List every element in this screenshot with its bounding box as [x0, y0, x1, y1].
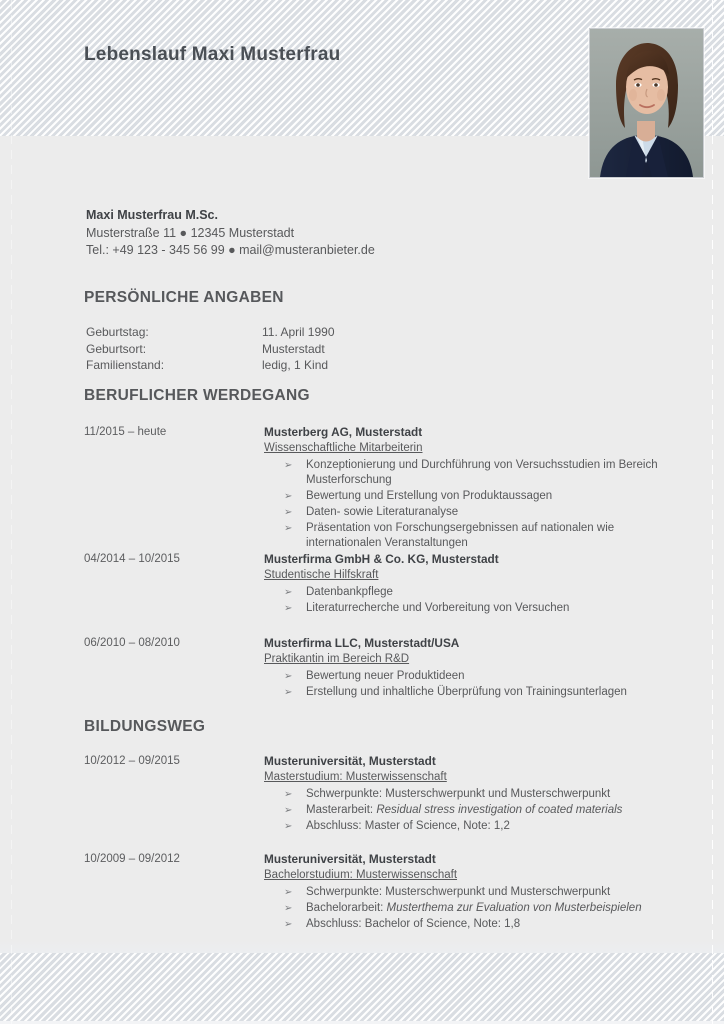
- education-entry: [84, 851, 674, 933]
- bullet-arrow-icon: ➢: [284, 887, 293, 898]
- career-entry: [84, 424, 674, 552]
- entry-detail: [264, 424, 674, 552]
- bullet-arrow-icon: ➢: [284, 805, 293, 816]
- list-item: [284, 505, 674, 520]
- entry-detail: [264, 635, 674, 701]
- list-item: [284, 585, 674, 600]
- entry-role: Wissenschaftliche Mitarbeiterin: [264, 442, 423, 454]
- bullet-text: Schwerpunkte: Musterschwerpunkt und Musterschwerpunkt: [306, 788, 611, 800]
- section-heading-career: BERUFLICHER WERDEGANG: [84, 387, 310, 404]
- bullet-arrow-icon: ➢: [284, 687, 293, 698]
- bullet-arrow-icon: ➢: [284, 460, 293, 471]
- list-item: [284, 917, 674, 932]
- list-item: [284, 803, 674, 818]
- footer-texture-band: [0, 953, 724, 1021]
- career-entry: [84, 551, 674, 617]
- entry-bullet-list: [264, 458, 674, 551]
- bullet-arrow-icon: ➢: [284, 789, 293, 800]
- bullet-text: Literaturrecherche und Vorbereitung von Versuchen: [306, 602, 570, 614]
- entry-date: 10/2012 – 09/2015: [84, 755, 180, 767]
- bullet-text: Erstellung und inhaltliche Überprüfung von Trainingsunterlagen: [306, 686, 627, 698]
- personal-label: Geburtsort:: [86, 341, 147, 356]
- list-item: [284, 787, 674, 802]
- right-edge-rule: [712, 0, 713, 1024]
- bullet-text: Konzeptionierung und Durchführung von Versuchsstudien im Bereich Musterforschung: [306, 459, 658, 486]
- bullet-arrow-icon: ➢: [284, 603, 293, 614]
- personal-value: Musterstadt: [262, 341, 325, 356]
- bullet-text: Bewertung und Erstellung von Produktaussagen: [306, 490, 553, 502]
- bullet-text: Präsentation von Forschungsergebnissen auf nationalen wie internationalen Veranstaltungen: [306, 522, 615, 549]
- left-edge-rule: [11, 0, 12, 1024]
- entry-bullet-list: [264, 669, 674, 700]
- bullet-text: Datenbankpflege: [306, 586, 393, 598]
- contact-phone-email: Tel.: +49 123 - 345 56 99 ● mail@musteranbieter.de: [86, 243, 375, 257]
- bullet-text: Abschluss: Bachelor of Science, Note: 1,8: [306, 918, 521, 930]
- portrait-illustration: [590, 29, 703, 177]
- entry-bullet-list: [264, 885, 674, 932]
- entry-organisation: Musterfirma GmbH & Co. KG, Musterstadt: [264, 552, 499, 566]
- bullet-arrow-icon: ➢: [284, 903, 293, 914]
- bullet-arrow-icon: ➢: [284, 821, 293, 832]
- entry-date: 11/2015 – heute: [84, 426, 167, 438]
- list-item: [284, 819, 674, 834]
- bullet-text: Abschluss: Master of Science, Note: 1,2: [306, 820, 510, 832]
- list-item: [284, 685, 674, 700]
- entry-role: Bachelorstudium: Musterwissenschaft: [264, 869, 458, 881]
- personal-details-table: [86, 324, 335, 374]
- bullet-text: Daten- sowie Literaturanalyse: [306, 506, 459, 518]
- entry-date: 10/2009 – 09/2012: [84, 853, 180, 865]
- section-heading-personal: PERSÖNLICHE ANGABEN: [84, 289, 284, 306]
- bullet-text: Schwerpunkte: Musterschwerpunkt und Musterschwerpunkt: [306, 886, 611, 898]
- personal-label: Familienstand:: [86, 358, 165, 372]
- bullet-arrow-icon: ➢: [284, 507, 293, 518]
- entry-organisation: Musterfirma LLC, Musterstadt/USA: [264, 636, 460, 650]
- portrait-photo: [589, 28, 704, 178]
- list-item: [284, 601, 674, 616]
- contact-name: Maxi Musterfrau M.Sc.: [86, 208, 218, 222]
- thesis-title: Residual stress investigation of coated materials: [376, 804, 623, 816]
- contact-block: [86, 207, 375, 260]
- personal-label: Geburtstag:: [86, 325, 149, 339]
- bullet-arrow-icon: ➢: [284, 671, 293, 682]
- bullet-prefix: Bachelorarbeit:: [306, 902, 387, 914]
- entry-detail: [264, 851, 674, 933]
- personal-value: ledig, 1 Kind: [262, 358, 329, 372]
- list-item: [284, 458, 674, 488]
- entry-organisation: Musterberg AG, Musterstadt: [264, 425, 423, 439]
- entry-date: 06/2010 – 08/2010: [84, 637, 180, 649]
- personal-value: 11. April 1990: [262, 325, 335, 339]
- section-heading-education: BILDUNGSWEG: [84, 718, 206, 735]
- bullet-arrow-icon: ➢: [284, 523, 293, 534]
- entry-detail: [264, 753, 674, 835]
- bullet-arrow-icon: ➢: [284, 491, 293, 502]
- entry-role: Praktikantin im Bereich R&D: [264, 653, 410, 665]
- entry-detail: [264, 551, 674, 617]
- entry-organisation: Musteruniversität, Musterstadt: [264, 852, 436, 866]
- education-entry: [84, 753, 674, 835]
- entry-bullet-list: [264, 787, 674, 834]
- list-item: [284, 901, 674, 916]
- entry-date: 04/2014 – 10/2015: [84, 553, 180, 565]
- career-entry: [84, 635, 674, 701]
- table-row: [86, 357, 335, 374]
- thesis-title: Musterthema zur Evaluation von Musterbeispielen: [386, 902, 642, 914]
- entry-role: Studentische Hilfskraft: [264, 569, 379, 581]
- list-item: [284, 489, 674, 504]
- table-row: [86, 341, 335, 358]
- list-item: [284, 669, 674, 684]
- bullet-text: Bewertung neuer Produktideen: [306, 670, 465, 682]
- contact-address: Musterstraße 11 ● 12345 Musterstadt: [86, 225, 295, 240]
- bullet-arrow-icon: ➢: [284, 919, 293, 930]
- entry-role: Masterstudium: Musterwissenschaft: [264, 771, 447, 783]
- list-item: [284, 521, 674, 551]
- bullet-prefix: Masterarbeit:: [306, 804, 377, 816]
- bullet-arrow-icon: ➢: [284, 587, 293, 598]
- entry-organisation: Musteruniversität, Musterstadt: [264, 754, 436, 768]
- entry-bullet-list: [264, 585, 674, 616]
- page-title: Lebenslauf Maxi Musterfrau: [84, 44, 341, 65]
- list-item: [284, 885, 674, 900]
- table-row: [86, 324, 335, 341]
